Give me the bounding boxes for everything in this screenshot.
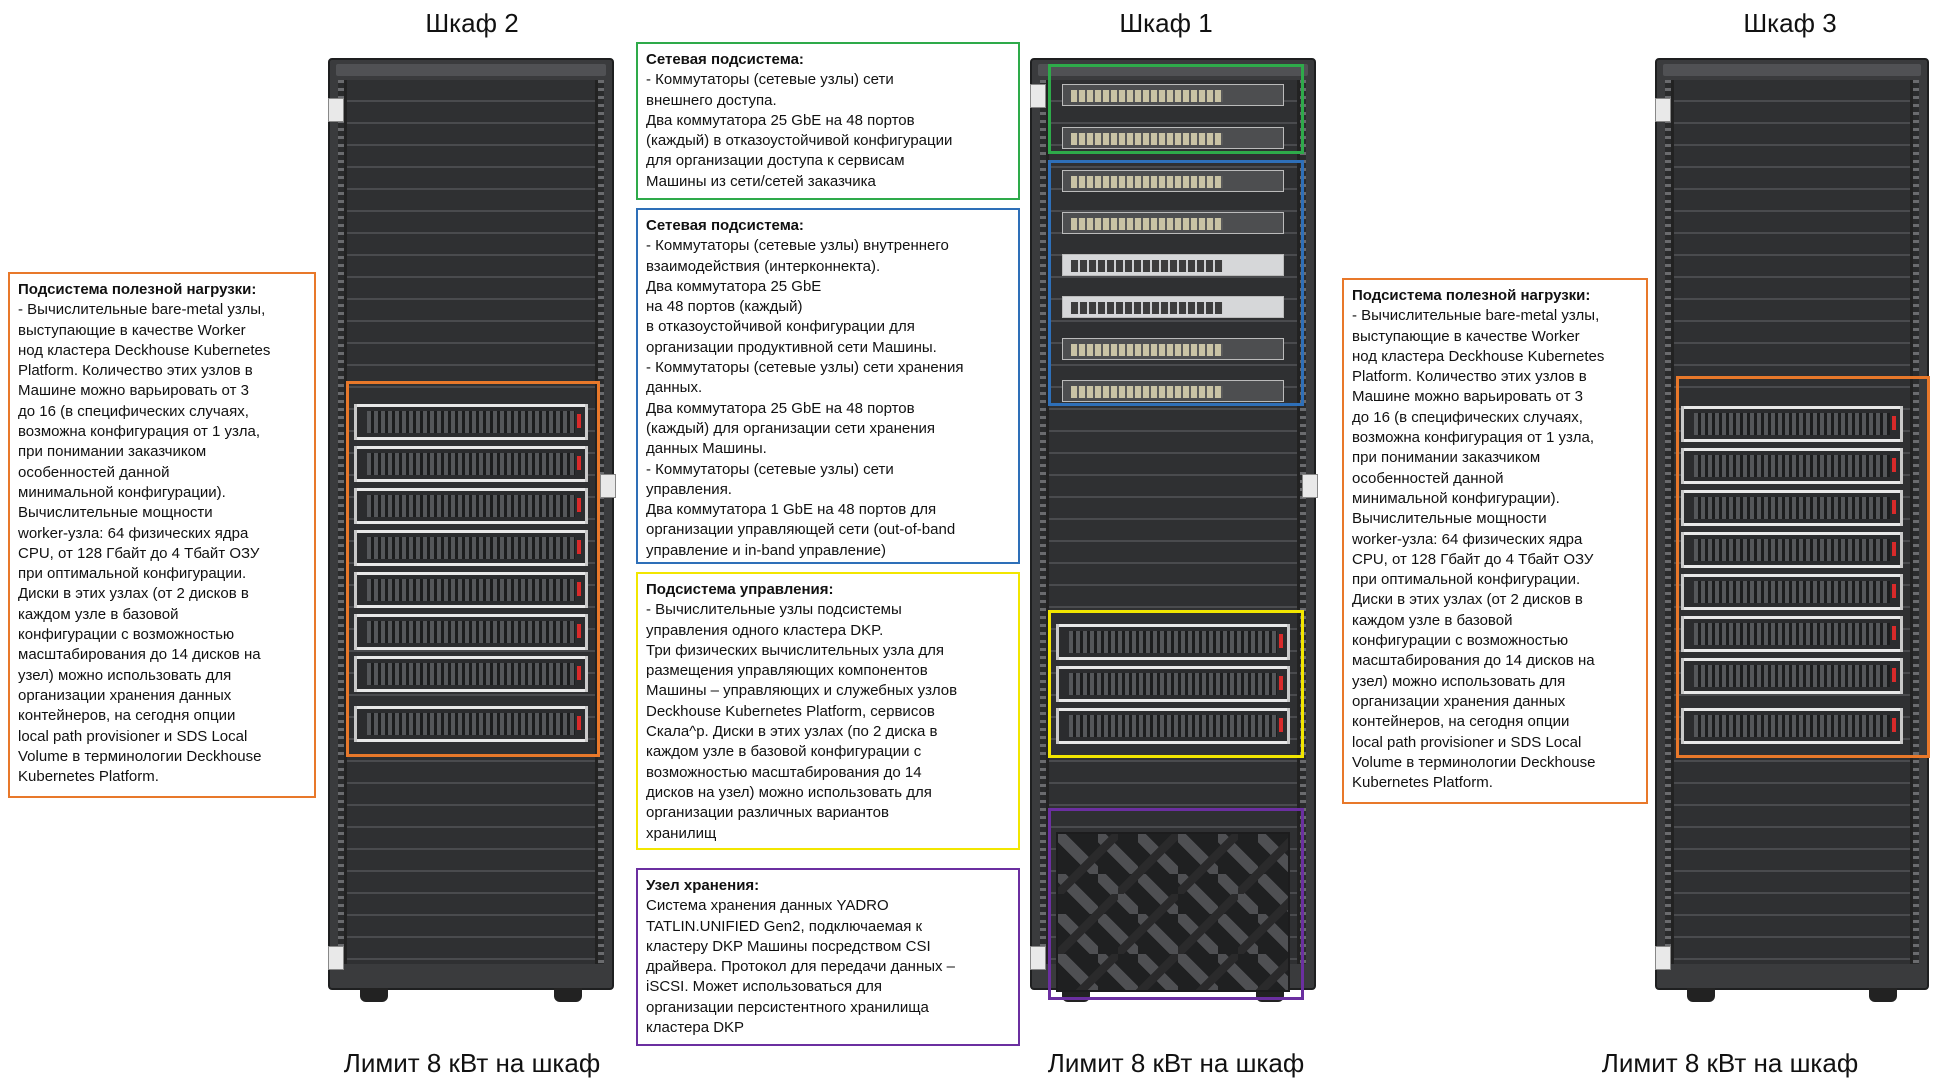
rack-1-title: Шкаф 1 xyxy=(1119,8,1213,38)
rack-3-footer: Лимит 8 кВт на шкаф xyxy=(1601,1048,1859,1078)
rack-2-payload-highlight xyxy=(346,381,600,757)
payload-right-box xyxy=(1342,278,1648,804)
management-box xyxy=(636,572,1020,850)
network-external-box xyxy=(636,42,1020,200)
rack-2-handle-top xyxy=(328,98,344,122)
payload-right-body: - Вычислительные bare-metal узлы, выступающие в качестве Worker нод кластера Deckhouse Kubernetes Platform. Количество этих узлов в Машине можно варьировать от 3 до 16 (в специфических случаях, возможна конфигурация от 1 узла, при понимании заказчиком особенностей данной минимальной конфигурации). Вычислительные мощности worker-узла: 64 физических ядра CPU, от 128 Гбайт до 4 Тбайт ОЗУ при оптимальной конфигурации. Диски в этих узлах (от 2 дисков в каждом узле в базовой конфигурации с возможностью масштабирования до 14 дисков на узел) можно использовать для организации хранения данных контейнеров, на сегодня опции local path provisioner и SDS Local Volume в терминологии Deckhouse Kubernetes Platform. xyxy=(1352,307,1605,792)
network-internal-heading: Сетевая подсистема: xyxy=(646,217,804,234)
network-external-heading: Сетевая подсистема: xyxy=(646,51,804,68)
storage-body: Система хранения данных YADRO TATLIN.UNIFIED Gen2, подключаемая к кластеру DKP Машины посредством CSI драйвера. Протокол для передачи данных – iSCSI. Может использоваться для организации персистентного хранилища кластера DKP xyxy=(646,897,956,1037)
rack-1-management-highlight xyxy=(1048,610,1304,758)
rack-1-handle-top xyxy=(1030,84,1046,108)
network-internal-box xyxy=(636,208,1020,564)
payload-right-heading: Подсистема полезной нагрузки: xyxy=(1352,287,1591,304)
network-external-body: - Коммутаторы (сетевые узлы) сети внешнего доступа. Два коммутатора 25 GbE на 48 портов (каждый) в отказоустойчивой конфигурации для организации доступа к сервисам Машины из сети/сетей заказчика xyxy=(646,71,953,190)
rack-3-payload-highlight xyxy=(1676,376,1930,758)
rack-2-title: Шкаф 2 xyxy=(425,8,519,38)
rack-3-title: Шкаф 3 xyxy=(1743,8,1837,38)
rack-2-handle-right xyxy=(600,474,616,498)
rack-1-external-network-highlight xyxy=(1048,64,1304,154)
payload-left-heading: Подсистема полезной нагрузки: xyxy=(18,281,257,298)
rack-1-footer: Лимит 8 кВт на шкаф xyxy=(1047,1048,1305,1078)
management-body: - Вычислительные узлы подсистемы управления одного кластера DKP. Три физических вычислительных узла для размещения управляющих компонентов Машины – управляющих и служебных узлов Deckhouse Kubernetes Platform, сервисов Скала^р. Диски в этих узлах (по 2 диска в каждом узле в базовой конфигурации с возможностью масштабирования до 14 дисков на узел) можно использовать для организации различных вариантов хранилищ xyxy=(646,601,958,842)
payload-left-body: - Вычислительные bare-metal узлы, выступающие в качестве Worker нод кластера Deckhouse Kubernetes Platform. Количество этих узлов в Машине можно варьировать от 3 до 16 (в специфических случаях, возможна конфигурация от 1 узла, при понимании заказчиком особенностей данной минимальной конфигурации). Вычислительные мощности worker-узла: 64 физических ядра CPU, от 128 Гбайт до 4 Тбайт ОЗУ при оптимальной конфигурации. Диски в этих узлах (от 2 дисков в каждом узле в базовой конфигурации с возможностью масштабирования до 14 дисков на узел) можно использовать для организации хранения данных контейнеров, на сегодня опции local path provisioner и SDS Local Volume в терминологии Deckhouse Kubernetes Platform. xyxy=(18,301,271,786)
rack-2-handle-bottom xyxy=(328,946,344,970)
rack-1-handle-right xyxy=(1302,474,1318,498)
rack-3-handle-top xyxy=(1655,98,1671,122)
storage-heading: Узел хранения: xyxy=(646,877,760,894)
network-internal-body: - Коммутаторы (сетевые узлы) внутреннего взаимодействия (интерконнекта). Два коммутатора 25 GbE на 48 портов (каждый) в отказоустойчивой конфигурации для организации продуктивной сети Машины. - Коммутаторы (сетевые узлы) сети хранения данных. Два коммутатора 25 GbE на 48 портов (каждый) для организации сети хранения данных Машины. - Коммутаторы (сетевые узлы) сети управления. Два коммутатора 1 GbE на 48 портов для организации управляющей сети (out-of-band управление и in-band управление) xyxy=(646,237,964,559)
rack-1-storage-highlight xyxy=(1048,808,1304,1000)
storage-box xyxy=(636,868,1020,1046)
management-heading: Подсистема управления: xyxy=(646,581,834,598)
rack-1-handle-bottom xyxy=(1030,946,1046,970)
rack-3-handle-bottom xyxy=(1655,946,1671,970)
rack-2-footer: Лимит 8 кВт на шкаф xyxy=(343,1048,601,1078)
rack-1-internal-network-highlight xyxy=(1048,160,1304,406)
payload-left-box xyxy=(8,272,316,798)
